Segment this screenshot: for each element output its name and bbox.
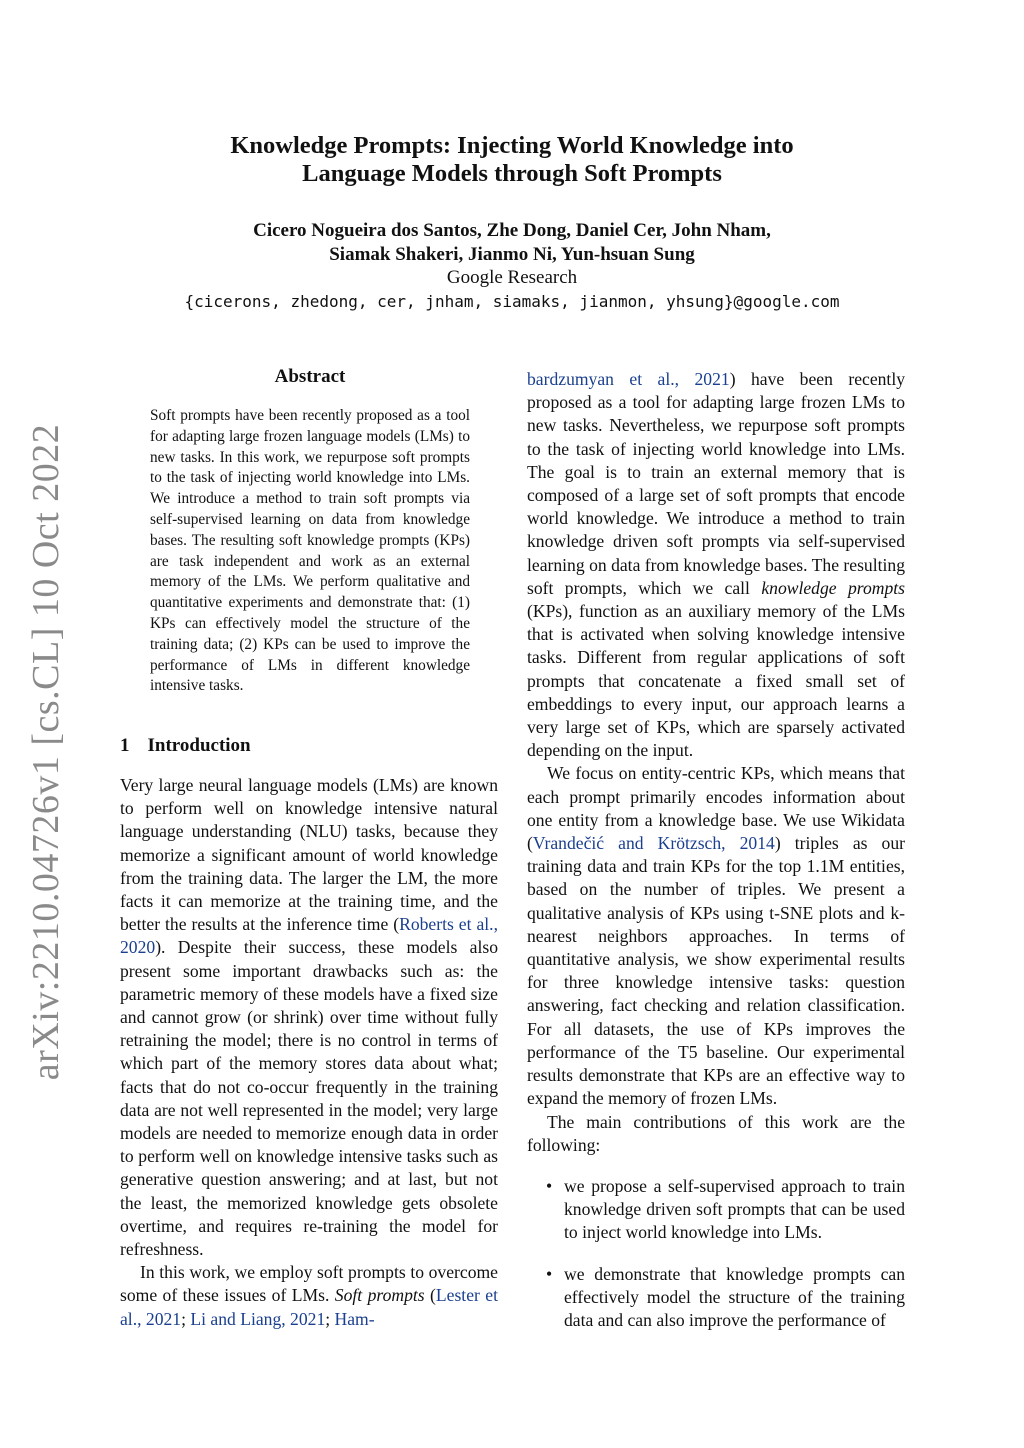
left-column-body [120, 774, 498, 1331]
section-title: Introduction [147, 735, 251, 756]
intro-paragraph-3: We focus on entity-centric KPs, which means that each prompt primarily encodes information about one entity from a knowledge base. We use Wikidata (Vrandečić and Krötzsch, 2014) triples as our training data and train KPs for the top 1.1M entities, based on the number of triples. We present a qualitative analysis of KPs using t-SNE plots and k-nearest neighbors approaches. In terms of quantitative analysis, we show experimental results for three knowledge intensive tasks: question answering, fact checking and relation classification. For all datasets, the use of KPs improves the performance of the T5 baseline. Our experimental results demonstrate that KPs are an effective way to expand the memory of frozen LMs. [527, 763, 906, 1109]
section-heading-introduction [120, 735, 251, 757]
authors-line-1: Cicero Nogueira dos Santos, Zhe Dong, Daniel Cer, John Nham, [253, 220, 771, 241]
abstract-heading: Abstract [274, 366, 346, 387]
affiliation: Google Research [446, 267, 578, 288]
abstract-text: Soft prompts have been recently proposed as a tool for adapting large frozen language models (LMs) to new tasks. In this work, we repurpose soft prompts to the task of injecting world knowledge into LMs. We introduce a method to train soft prompts via self-supervised learning on data from knowledge bases. The resulting soft knowledge prompts (KPs) are task independent and work as an external memory of the LMs. We perform qualitative and quantitative experiments and demonstrate that: (1) KPs can effectively model the structure of the training data; (2) KPs can be used to improve the performance of LMs in different knowledge intensive tasks. [150, 407, 470, 695]
bullet-icon: • [546, 1263, 553, 1284]
citation-link[interactable]: bardzumyan et al., 2021 [527, 369, 730, 389]
intro-paragraph-2-continued: bardzumyan et al., 2021) have been recently proposed as a tool for adapting large frozen LMs to new tasks. Nevertheless, we repurpose soft prompts to the task of injecting world knowledge into LMs. The goal is to train an external memory that is composed of a large set of soft prompts that encode world knowledge. We introduce a method to train knowledge driven soft prompts via self-supervised learning on data from knowledge bases. The resulting soft prompts, which we call knowledge prompts (KPs), function as an auxiliary memory of the LMs that is activated when solving knowledge intensive tasks. Different from regular applications of soft prompts that concatenate a fixed small set of embeddings to every input, our approach learns a very large set of KPs, which are sparsely activated depending on the input. [527, 369, 906, 761]
contributions-list [527, 1175, 905, 1332]
arxiv-identifier: arXiv:2210.04726v1 [cs.CL] 10 Oct 2022 [25, 423, 67, 1081]
paper-title-line-2: Language Models through Soft Prompts [302, 160, 722, 187]
author-emails: {cicerons, zhedong, cer, jnham, siamaks, jianmon, yhsung}@google.com [184, 292, 840, 311]
list-item: • we propose a self-supervised approach to train knowledge driven soft prompts that can be used to inject world knowledge into LMs. [546, 1175, 905, 1243]
bullet-icon: • [546, 1175, 553, 1196]
citation-link[interactable]: Li and Liang, 2021 [190, 1308, 326, 1329]
citation-link[interactable]: Lester et al., 2021 [120, 1285, 498, 1329]
citation-link[interactable]: Vrandečić and Krötzsch, 2014 [532, 833, 775, 854]
authors-line-2: Siamak Shakeri, Jianmo Ni, Yun-hsuan Sung [329, 244, 695, 265]
paper-title-line-1: Knowledge Prompts: Injecting World Knowledge into [230, 132, 794, 159]
right-column-body [527, 368, 905, 1350]
intro-paragraph-1: Very large neural language models (LMs) are known to perform well on knowledge intensive natural language understanding (NLU) tasks, because they memorize a significant amount of world knowledge from the training data. The larger the LM, the more facts it can memorize at the training time, and the better the results at the inference time (Roberts et al., 2020). Despite their success, these models also present some important drawbacks such as: the parametric memory of these models have a fixed size and cannot grow (or shrink) over time without fully retraining the model; there is no control in terms of which part of the memory stores data about what; facts that do not co-occur frequently in the training data are not well represented in the model; very large models are needed to memorize enough data in order to perform well on knowledge intensive tasks such as generative question answering; and at last, but not the least, the memorized knowledge gets obsolete overtime, and requires re-training the model for refreshness. [120, 775, 498, 1260]
citation-link[interactable]: Ham- [334, 1308, 375, 1329]
list-item: • we demonstrate that knowledge prompts can effectively model the structure of the training data and can also improve the performance of [546, 1263, 905, 1330]
citation-link[interactable]: Roberts et al., 2020 [120, 914, 498, 958]
intro-paragraph-2: In this work, we employ soft prompts to overcome some of these issues of LMs. Soft prompts (Lester et al., 2021; Li and Liang, 2021; Ham- [120, 1262, 498, 1329]
section-number: 1 [120, 735, 130, 756]
intro-paragraph-4: The main contributions of this work are the following: [527, 1111, 905, 1155]
